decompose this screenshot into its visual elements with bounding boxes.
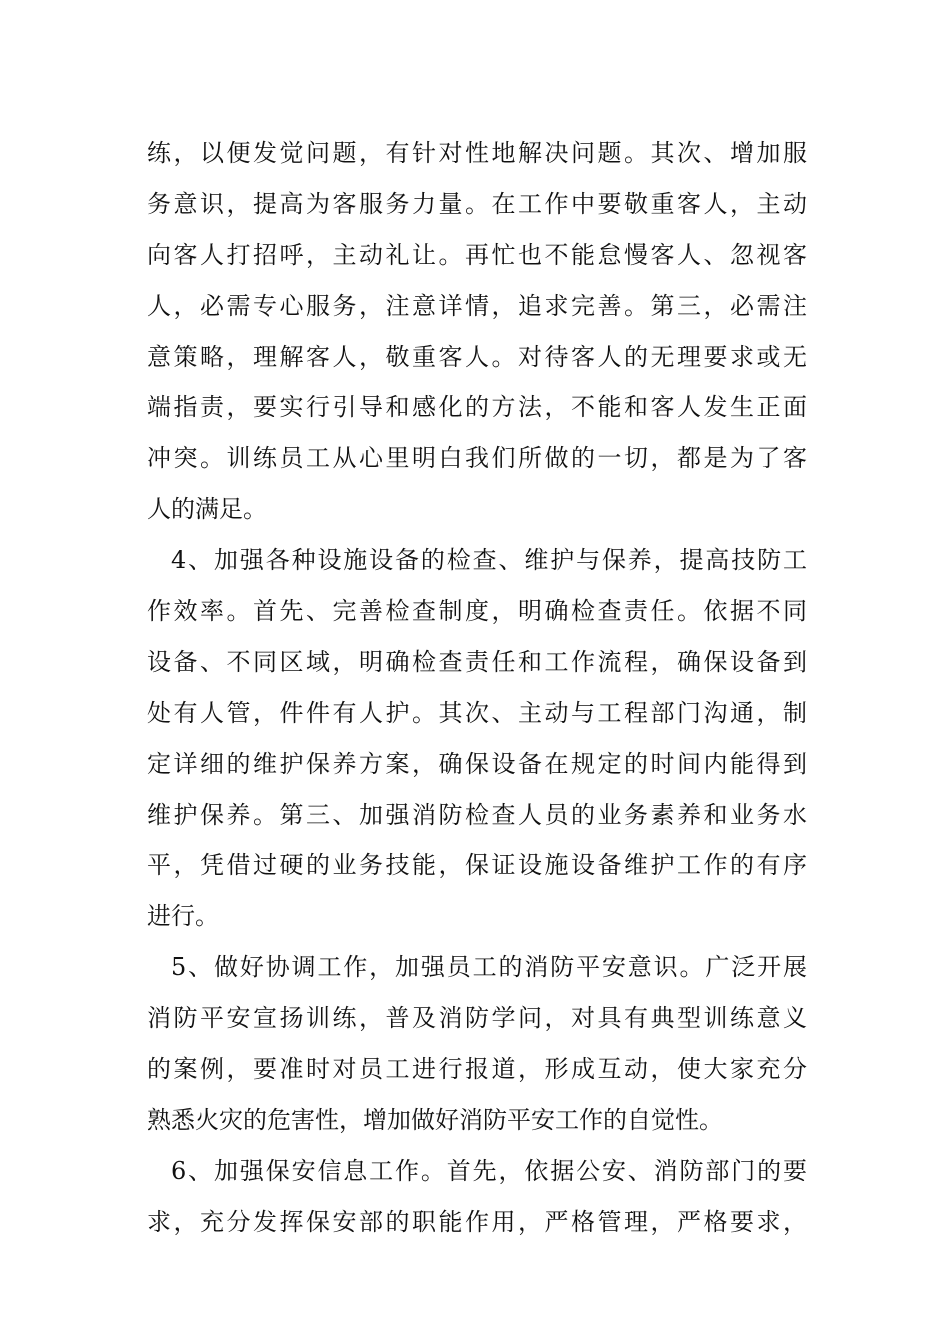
text-line: 设备、不同区域，明确检查责任和工作流程，确保设备到 — [147, 647, 807, 676]
text-line: 维护保养。第三、加强消防检查人员的业务素养和业务水 — [147, 800, 807, 829]
text-line: 消防平安宣扬训练，普及消防学问，对具有典型训练意义 — [147, 1004, 807, 1033]
text-line: 进行。 — [147, 902, 219, 931]
text-line: 熟悉火灾的危害性，增加做好消防平安工作的自觉性。 — [147, 1105, 723, 1134]
text-line: 的案例，要准时对员工进行报道，形成互动，使大家充分 — [147, 1055, 807, 1084]
text-line: 端指责，要实行引导和感化的方法，不能和客人发生正面 — [147, 393, 807, 422]
text-line: 冲突。训练员工从心里明白我们所做的一切，都是为了客 — [147, 444, 807, 473]
text-line: 求，充分发挥保安部的职能作用，严格管理，严格要求， — [147, 1207, 807, 1236]
text-line: 练，以便发觉问题，有针对性地解决问题。其次、增加服 — [147, 139, 807, 167]
paragraph-6-start: 6、加强保安信息工作。首先，依据公安、消防部门的要 — [171, 1156, 807, 1185]
text-line: 向客人打招呼，主动礼让。再忙也不能怠慢客人、忽视客 — [147, 240, 807, 269]
text-line: 务意识，提高为客服务力量。在工作中要敬重客人，主动 — [147, 189, 807, 218]
text-line: 人，必需专心服务，注意详情，追求完善。第三，必需注 — [147, 291, 807, 320]
text-line: 处有人管，件件有人护。其次、主动与工程部门沟通，制 — [147, 698, 807, 727]
body-text — [147, 128, 807, 1248]
paragraph-4-start: 4、加强各种设施设备的检查、维护与保养，提高技防工 — [171, 546, 807, 575]
text-line: 定详细的维护保养方案，确保设备在规定的时间内能得到 — [147, 749, 807, 778]
text-line: 作效率。首先、完善检查制度，明确检查责任。依据不同 — [147, 597, 807, 626]
text-line: 意策略，理解客人，敬重客人。对待客人的无理要求或无 — [147, 342, 807, 371]
paragraph-5-start: 5、做好协调工作，加强员工的消防平安意识。广泛开展 — [171, 953, 807, 982]
text-line: 平，凭借过硬的业务技能，保证设施设备维护工作的有序 — [147, 851, 807, 880]
text-line: 人的满足。 — [147, 495, 267, 524]
